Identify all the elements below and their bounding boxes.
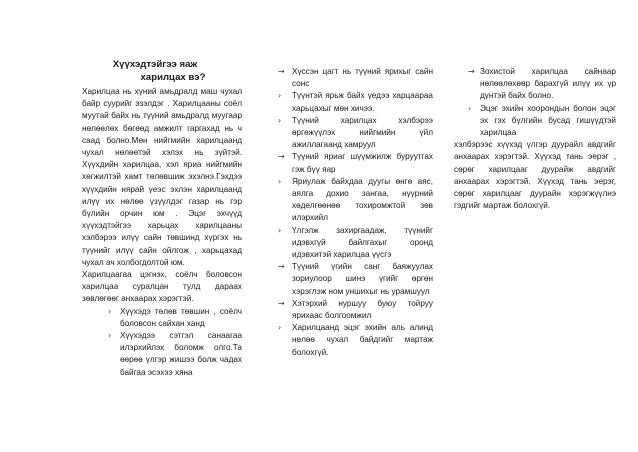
bullet-text: Түүний үгийн санг баяжуулах зориулоор шинэ үгийг өргөн хэрэглэж ном уншихыг нь урамшуул [292, 262, 433, 296]
advice-list-right [454, 66, 616, 139]
bullet-item [278, 298, 433, 322]
chevron-right-icon: › [278, 225, 282, 235]
bullet-item [278, 322, 433, 359]
bullet-item [278, 115, 433, 152]
chevron-right-icon: › [278, 176, 282, 186]
bullet-text: Эцэг эхийн хоорондын болон эцэг эх гэх бүлгийн бусад гишүүдтэй харилцаа [480, 103, 616, 138]
arrow-right-icon: → [278, 262, 285, 272]
bullet-text: Харилцаанд эцэг эхийн аль алинд нөлөө чухал байдгийг мартаж болохгүй. [292, 323, 433, 357]
advice-list-left [82, 306, 242, 379]
bullet-item [278, 261, 433, 298]
document-title [82, 58, 242, 84]
bullet-text: Түүнтэй ярьж байх үедээ харцаараа харьцахыг мөн хичээ. [292, 91, 433, 113]
advice-lead-paragraph: Харилцаагаа цэгнэх, соёлч боловсон харилцаа суралцан тулд дараах зөвлөгөөг анхаарах хэрэгтэй. [82, 270, 242, 304]
bullet-text: Хэтэрхий нуршуу буюу тойруу ярихаас болгоомжил [292, 298, 433, 321]
bullet-item [454, 103, 616, 140]
chevron-right-icon: › [278, 115, 282, 125]
column-left [82, 58, 242, 379]
chevron-right-icon: › [108, 331, 112, 341]
bullet-text: Түүний яриаг шүүмжилж буруутгах гэж бүү яар [292, 152, 433, 174]
chevron-right-icon: › [278, 323, 282, 333]
bullet-text: Яриулаж байхдаа дуугы өнгө аяс, аялга дохио зангаа, нүүрний хөделгөөнөө тохиромжтой зөв илэрхийл [292, 176, 433, 223]
title-line-2: харилцах вэ? [140, 72, 206, 83]
chevron-right-icon: › [468, 103, 472, 113]
bullet-text: Үлгэлж захиргаадаж, түүнийг идэвхгүй байлгахыг оронд идэвхитэй харилцаа үүсгэ [292, 225, 433, 260]
arrow-right-icon: → [278, 67, 285, 76]
chevron-right-icon: › [108, 306, 112, 316]
bullet-item [454, 66, 616, 103]
bullet-item [278, 176, 433, 225]
bullet-item [278, 90, 433, 114]
bullet-item [82, 306, 242, 330]
bullet-text: Зохистой харилцаа сайнаар нөлөөлөхөөр барахгүй илүү их үр дүнтэй байх болно. [480, 67, 616, 101]
arrow-right-icon: → [278, 152, 285, 162]
bullet-item [278, 66, 433, 90]
closing-paragraph: хэлбэрээс хүүхэд үлгэр дуурайл авдгийг анхаарах хэрэгтэй. Хүүхэд тань эерэг , сөрөг харилцааг дуурайж авдгийг анхаарах хэрэгтэй. Хүүхэд тань эерэг, сөрөг харилцааг дуурайн хэрэгжүүлнэ гэдгийг мартаж болохгүй. [454, 140, 616, 211]
bullet-item [278, 225, 433, 262]
column-middle [278, 66, 433, 359]
arrow-right-icon: → [468, 67, 475, 76]
advice-list-middle [278, 66, 433, 359]
bullet-text: Хүүхэдэ төлөв төвшин , соёлч боловсон сайхан ханд [120, 306, 242, 328]
bullet-text: Хүссэн цагт нь түүний ярихыг сайн сонс [292, 67, 433, 89]
arrow-right-icon: → [278, 298, 285, 308]
column-right [454, 66, 616, 212]
bullet-text: Түүний харилцах хэлбэрээ өргөжүүлэх нийгмийн үйл ажиллагаанд хамруул [292, 115, 433, 150]
chevron-right-icon: › [278, 91, 282, 101]
bullet-item [82, 330, 242, 379]
intro-paragraph: Харилцаа нь хүний амьдралд маш чухал байр суурийг эзэлдэг . Харилцааны соёл муутай байх нь түүний амьдралд муугаар нөлөөлөх бөгөөд амжилт гаргахад нь ч саад болно.Мөн нийгмийн харилцаанд чухал нөлөөтэй хэлэх нь зүйтэй. Хүүхдийн харилцаа, хэл яриа нийгмийн хөгжилтэй хамт төлөвшиж эхэлнэ.Гэхдээ хүүхдийн нярай үеэс эхлэн харилцаанд илүү их нөлөө үзүүлдэг газар нь гэр бүлийн орчин юм . Эцэг эхчүүд хүүхэдтэйгээ харьцах харилцааны хэлбэрээ илүү сайн төвшинд хүргэх нь түүнийг илүү сайн ойлгож , харьцахад чухал ач холбогдолтой юм. [82, 87, 242, 267]
title-line-1: Хүүхэдтэйгээ яаж [112, 59, 198, 70]
bullet-text: Хүүхэдээ сэтгэл санаагаа илэрхийлэх боломж олго.Та өөрөө үлгэр жишээ болж чадах байгаа эсэхээ хяна [120, 331, 242, 377]
bullet-item [278, 151, 433, 175]
